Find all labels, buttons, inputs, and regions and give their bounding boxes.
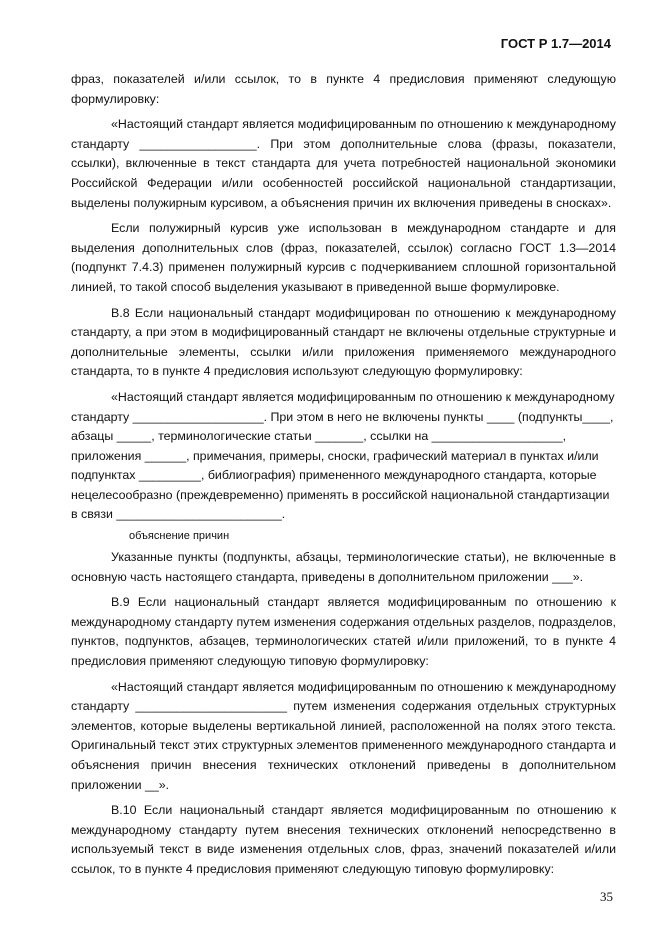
paragraph: В.10 Если национальный стандарт является модифицированным по отношению к международному стандарту путем внесения технических отклонений непосредственно в используемый текст в виде изменения отдельных слов, фраз, значений показателей и/или ссылок, то в пункте 4 предисловия применяют следующую типовую формулировку: [71,803,616,876]
paragraph: В.8 Если национальный стандарт модифицирован по отношению к международному стандарту, а при этом в модифицированный стандарт не включены отдельные структурные и дополнительные элементы, ссылки и/или приложения применяемого международного стандарта, то в пункте 4 предисловия используют следующую формулировку: [71,305,616,379]
paragraph: «Настоящий стандарт является модифицированным по отношению к международному стандарту ______________________ путем изменения содержания отдельных структурных элементов, которые выделены вертикальной линией, расположенной на полях этого текста. Оригинальный текст этих структурных элементов примененного международного стандарта и объяснения причин внесения технических отклонений приведены в дополнительном приложении __». [71,679,616,792]
paragraph: Указанные пункты (подпункты, абзацы, терминологические статьи), не включенные в основную часть настоящего стандарта, приведены в дополнительном приложении ___». [71,550,616,584]
document-body [71,70,616,880]
paragraph: фраз, показателей и/или ссылок, то в пункте 4 предисловия применяют следующую формулировку: [71,72,616,106]
page-number: 35 [600,889,613,904]
paragraph: «Настоящий стандарт является модифицированным по отношению к международному стандарту ___________________. При этом в него не включены пункты ____ (подпункты____, абзацы _____, терминологические статьи _______, ссылки на ___________________, приложения ______, примечания, примеры, сноски, графический материал в пунктах и/или подпунктах _________, библиография) примененного международного стандарта, которые нецелесообразно (преждевременно) применять в российской национальной стандартизации в связи ________________________. [71,389,615,522]
paragraph: В.9 Если национальный стандарт является модифицированным по отношению к международному стандарту путем изменения содержания отдельных разделов, подразделов, пунктов, подпунктов, абзацев, терминологических статей и/или приложений, то в пункте 4 предисловия применяют следующую типовую формулировку: [71,595,616,669]
document-header: ГОСТ Р 1.7—2014 [500,36,611,51]
paragraph: «Настоящий стандарт является модифицированным по отношению к международному стандарту _________________. При этом дополнительные слова (фразы, показатели, ссылки), включенные в текст стандарта для учета потребностей национальной экономики Российской Федерации и/или особенностей российской национальной стандартизации, выделены полужирным курсивом, а объяснения причин их включения приведены в сносках». [71,117,616,210]
blank-caption: объяснение причин [129,530,230,543]
paragraph: Если полужирный курсив уже использован в международном стандарте и для выделения дополнительных слов (фраз, показателей, ссылок) согласно ГОСТ 1.3—2014 (подпункт 7.4.3) применен полужирный курсив с подчеркиванием сплошной горизонтальной линией, то такой способ выделения указывают в приведенной выше формулировке. [71,221,616,294]
